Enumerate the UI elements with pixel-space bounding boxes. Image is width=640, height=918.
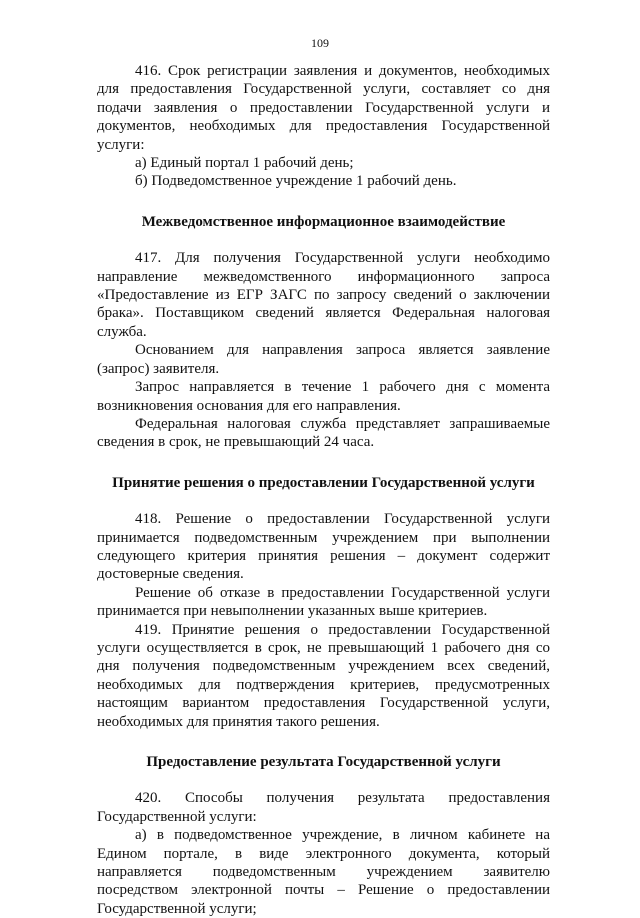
paragraph-418: 418. Решение о предоставлении Государственной услуги принимается подведомственным учреждением при выполнении следующего критерия принятия решения – документ содержит достоверные сведения. <box>97 511 550 583</box>
paragraph-basis: Основанием для направления запроса является заявление (запрос) заявителя. <box>97 342 550 377</box>
section-heading-interagency: Межведомственное информационное взаимодействие <box>141 213 506 230</box>
page-number: 109 <box>311 36 329 50</box>
paragraph-420: 420. Способы получения результата предоставления Государственной услуги: <box>97 790 550 825</box>
document-body <box>97 62 550 918</box>
list-item-b: б) Подведомственное учреждение 1 рабочий день. <box>135 173 457 190</box>
section-heading-result: Предоставление результата Государственной услуги <box>146 754 501 770</box>
paragraph-416: 416. Срок регистрации заявления и документов, необходимых для предоставления Государственной услуги, составляет со дня подачи заявления о предоставлении Государственной услуги и документов, необходимых для предоставления Государственной услуги: <box>97 63 550 153</box>
paragraph-417: 417. Для получения Государственной услуги необходимо направление межведомственного информационного запроса «Предоставление из ЕГР ЗАГС по запросу сведений о заключении брака». Поставщиком сведений является Федеральная налоговая служба. <box>97 250 550 340</box>
paragraph-tax-service: Федеральная налоговая служба представляет запрашиваемые сведения в срок, не превышающий 24 часа. <box>97 415 550 451</box>
paragraph-419: 419. Принятие решения о предоставлении Государственной услуги осуществляется в срок, не превышающий 1 рабочего дня со дня получения подведомственным учреждением всех сведений, необходимых для подтверждения критериев, предусмотренных настоящим вариантом предоставления Государственной услуги, необходимых для принятия такого решения. <box>97 621 550 730</box>
paragraph-request-timing: Запрос направляется в течение 1 рабочего дня с момента возникновения основания для его направления. <box>97 379 550 414</box>
paragraph-refusal: Решение об отказе в предоставлении Государственной услуги принимается при невыполнении указанных выше критериев. <box>97 584 550 620</box>
section-heading-decision: Принятие решения о предоставлении Государственной услуги <box>112 474 535 491</box>
list-item-420a: а) в подведомственное учреждение, в личном кабинете на Едином портале, в виде электронного документа, который направляется подведомственным учреждением заявителю посредством электронной почты – Решение о предоставлении Государственной услуги; <box>97 827 550 917</box>
list-item-a: а) Единый портал 1 рабочий день; <box>135 155 354 172</box>
